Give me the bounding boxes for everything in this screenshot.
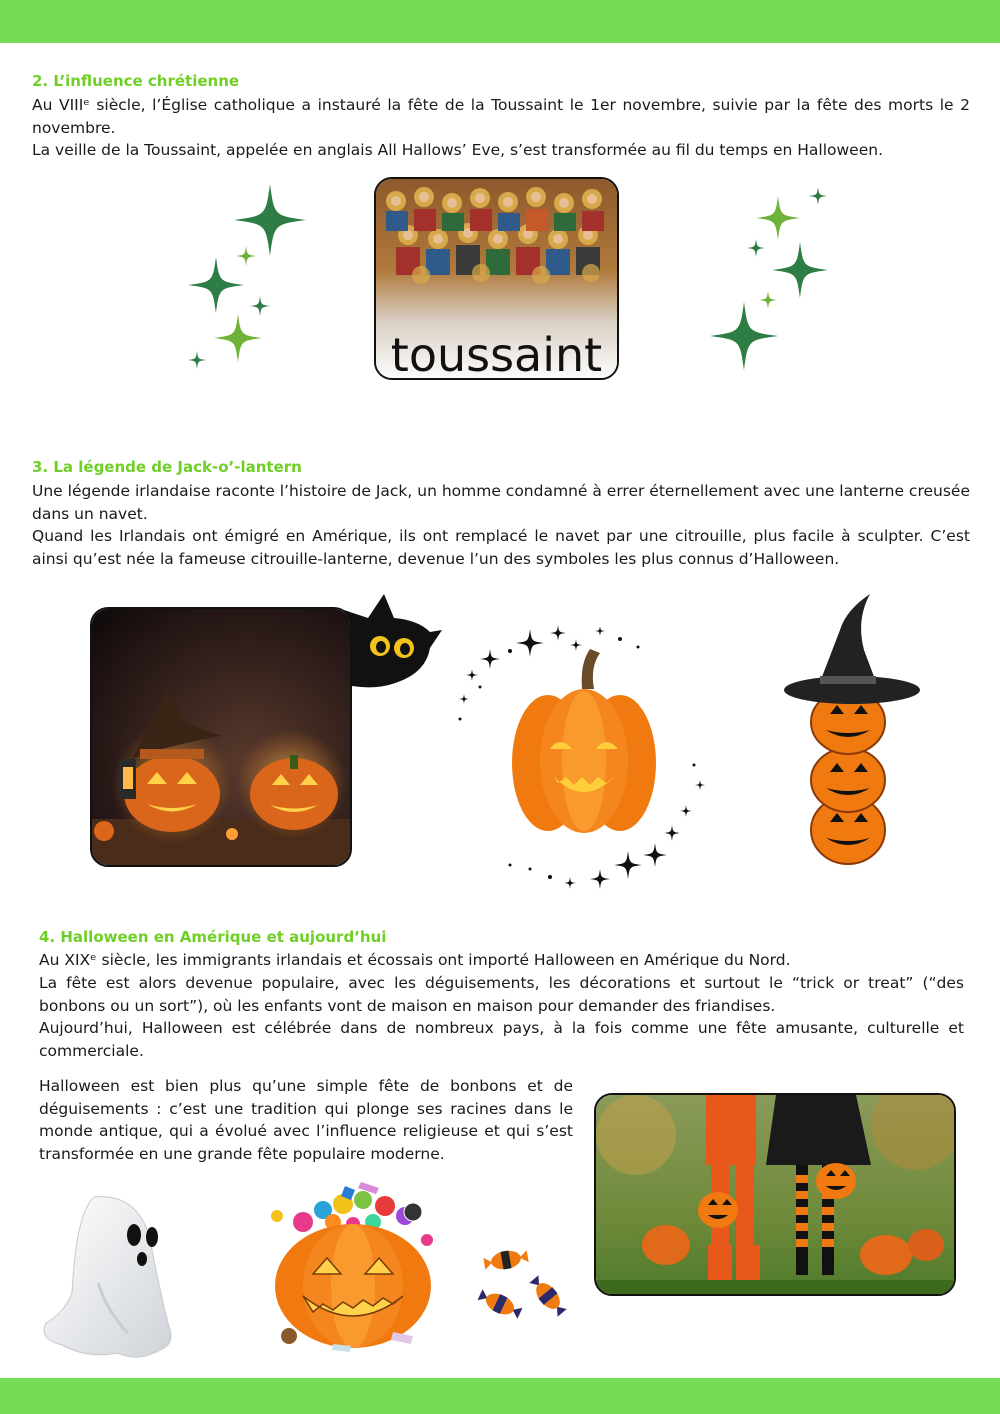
sparkle-icon	[188, 257, 244, 313]
sparkle-icon	[680, 805, 692, 817]
sparkle-icon	[564, 877, 576, 889]
top-band	[0, 0, 1000, 43]
sparkle-icon	[710, 302, 778, 370]
witch-hat-icon	[784, 594, 920, 704]
sparkle-icon	[809, 187, 827, 205]
section-4-paragraph-1: Au XIXᵉ siècle, les immigrants irlandais et écossais ont importé Halloween en Amérique du Nord.	[39, 951, 791, 969]
sparkle-icon	[480, 649, 500, 669]
ghost-icon	[38, 1193, 178, 1363]
sparkles-left	[180, 180, 320, 380]
kids-trick-or-treat-photo	[594, 1093, 956, 1296]
sparkle-icon	[590, 869, 610, 889]
sparkle-icon	[772, 242, 828, 298]
toussaint-caption: toussaint	[390, 328, 603, 380]
sparkle-icon	[570, 639, 582, 651]
conclusion-paragraph: Halloween est bien plus qu’une simple fête de bonbons et de déguisements : c’est une tradition qui plonge ses racines dans le monde antique, qui a évolué avec l’influence religieuse et qui s’est transformée en une grande fête populaire moderne.	[39, 1077, 573, 1163]
sparkle-icon	[466, 669, 478, 681]
sparkle-icon	[250, 296, 270, 316]
sparkle-icon	[643, 843, 667, 867]
jack-o-lantern-photo	[90, 607, 352, 867]
sparkle-icon	[614, 851, 642, 879]
section-2-paragraph-1: Au VIIIᵉ siècle, l’Église catholique a instauré la fête de la Toussaint le 1er novembre, suivie par la fête des morts le 2 novembre.	[32, 96, 970, 137]
sparkle-icon	[188, 351, 206, 369]
sparkle-icon	[236, 246, 256, 266]
candy-icon	[483, 1247, 529, 1272]
section-2-heading: 2. L’influence chrétienne	[32, 72, 240, 90]
pumpkin-icon	[275, 1224, 431, 1348]
section-3-paragraph-1: Une légende irlandaise raconte l’histoire de Jack, un homme condamné à errer éternellement avec une lanterne creusée dans un navet.	[32, 482, 970, 523]
sparkle-icon	[747, 239, 765, 257]
bottom-band	[0, 1378, 1000, 1414]
black-cat-icon	[338, 590, 444, 692]
candy-icon	[476, 1287, 523, 1322]
section-2-paragraph-2: La veille de la Toussaint, appelée en anglais All Hallows’ Eve, s’est transformée au fil du temps en Halloween.	[32, 141, 884, 159]
section-4-paragraph-2: La fête est alors devenue populaire, avec les déguisements, les décorations et surtout le “trick or treat” (“des bonbons ou un sort”), où les enfants vont de maison en maison pour demander des friandises.	[39, 974, 964, 1015]
toussaint-image	[374, 177, 619, 380]
sparkle-icon	[664, 825, 680, 841]
sparkle-icon	[595, 626, 605, 636]
sparkle-icon	[759, 291, 777, 309]
pumpkin-icon	[811, 690, 885, 864]
section-3-heading: 3. La légende de Jack-o’-lantern	[32, 458, 302, 476]
candy-icon	[527, 1273, 569, 1318]
section-4-paragraph-3: Aujourd’hui, Halloween est célébrée dans de nombreux pays, à la fois comme une fête amusante, culturelle et commerciale.	[39, 1019, 964, 1060]
sparkle-icon	[756, 196, 800, 240]
wrapped-candies	[472, 1240, 572, 1330]
candy-pumpkin-icon	[263, 1176, 443, 1361]
sparkle-icon	[516, 629, 544, 657]
section-3-paragraph-2: Quand les Irlandais ont émigré en Amérique, ils ont remplacé le navet par une citrouille, plus facile à sculpter. C’est ainsi qu’est née la fameuse citrouille-lanterne, devenue l’un des symboles les plus connus d’Halloween.	[32, 527, 970, 568]
pumpkin-with-stars	[450, 615, 715, 895]
sparkle-icon	[550, 625, 566, 641]
pumpkin-icon	[512, 649, 656, 833]
sparkles-right	[700, 182, 840, 372]
section-4-heading: 4. Halloween en Amérique et aujourd’hui	[39, 928, 387, 946]
sparkle-icon	[459, 694, 469, 704]
sparkle-icon	[695, 780, 705, 790]
witch-pumpkin-stack	[780, 590, 930, 870]
sparkle-icon	[234, 184, 306, 256]
sparkle-icon	[214, 314, 262, 362]
